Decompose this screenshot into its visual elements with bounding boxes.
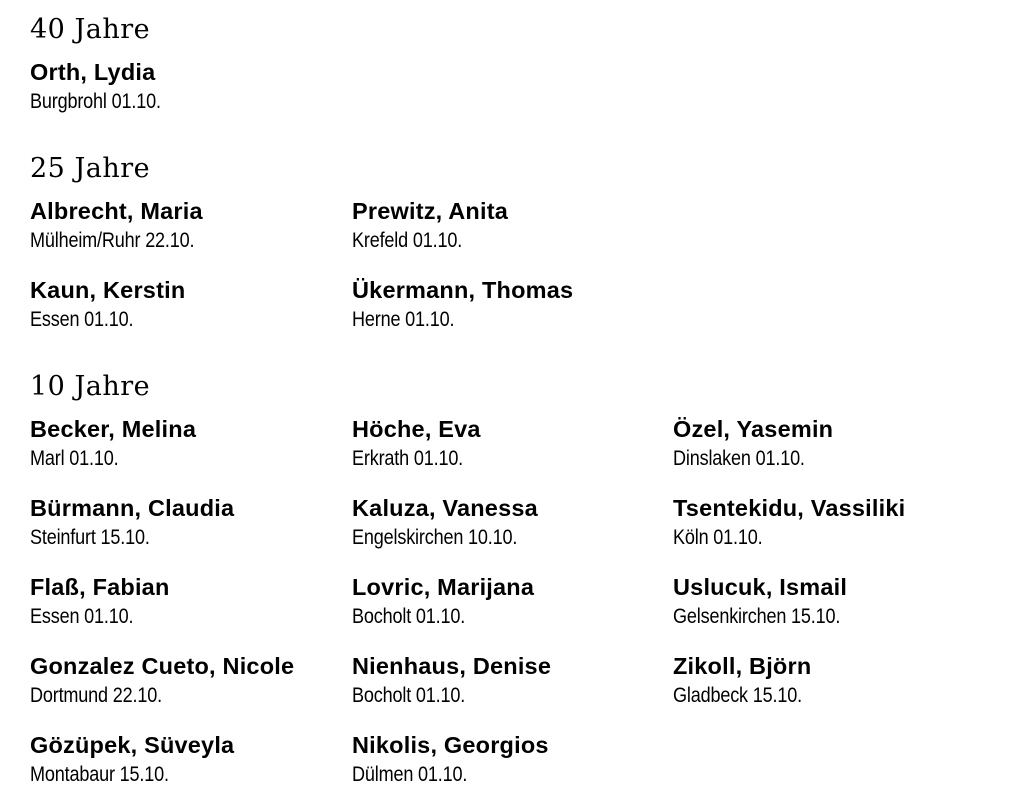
anniversary-entry — [352, 730, 549, 790]
anniversary-entry — [352, 493, 544, 553]
person-name: Orth, Lydia — [30, 59, 156, 85]
person-name: Ükermann, Thomas — [352, 277, 574, 303]
anniversary-entry — [352, 196, 508, 256]
person-name: Becker, Melina — [30, 416, 197, 442]
place-date: Gladbeck 15.10. — [673, 684, 802, 707]
section-heading-25-jahre: 25 Jahre — [30, 153, 151, 184]
section-heading-10-jahre: 10 Jahre — [30, 371, 151, 402]
anniversary-entry — [352, 275, 573, 335]
place-date: Dortmund 22.10. — [30, 684, 162, 707]
anniversary-entry — [673, 572, 867, 632]
person-name: Nienhaus, Denise — [352, 653, 552, 679]
place-date: Krefeld 01.10. — [352, 229, 463, 252]
person-name: Prewitz, Anita — [352, 198, 509, 224]
anniversary-entry — [352, 572, 534, 632]
anniversary-entry — [30, 414, 196, 474]
anniversary-entry — [673, 493, 905, 553]
person-name: Bürmann, Claudia — [30, 495, 235, 521]
place-date: Dülmen 01.10. — [352, 763, 468, 786]
anniversary-entry — [352, 651, 551, 711]
section-heading-40-jahre: 40 Jahre — [30, 14, 151, 45]
place-date: Erkrath 01.10. — [352, 447, 464, 470]
person-name: Uslucuk, Ismail — [673, 574, 848, 600]
anniversary-entry — [352, 414, 481, 474]
anniversary-entry — [30, 572, 170, 632]
place-date: Bocholt 01.10. — [352, 605, 466, 628]
person-name: Kaluza, Vanessa — [352, 495, 538, 521]
anniversary-entry — [673, 414, 833, 474]
person-name: Lovric, Marijana — [352, 574, 535, 600]
place-date: Köln 01.10. — [673, 526, 763, 549]
person-name: Nikolis, Georgios — [352, 732, 549, 758]
anniversary-entry — [30, 196, 221, 256]
place-date: Engelskirchen 10.10. — [352, 526, 518, 549]
anniversary-entry — [30, 493, 234, 553]
place-date: Dinslaken 01.10. — [673, 447, 805, 470]
place-date: Steinfurt 15.10. — [30, 526, 150, 549]
person-name: Höche, Eva — [352, 416, 481, 442]
place-date: Gelsenkirchen 15.10. — [673, 605, 841, 628]
anniversary-entry — [30, 651, 294, 711]
person-name: Zikoll, Björn — [673, 653, 812, 679]
place-date: Essen 01.10. — [30, 308, 134, 331]
place-date: Essen 01.10. — [30, 605, 134, 628]
place-date: Marl 01.10. — [30, 447, 119, 470]
person-name: Gözüpek, Süveyla — [30, 732, 235, 758]
person-name: Gonzalez Cueto, Nicole — [30, 653, 295, 679]
place-date: Herne 01.10. — [352, 308, 455, 331]
person-name: Özel, Yasemin — [673, 416, 834, 442]
person-name: Kaun, Kerstin — [30, 277, 186, 303]
place-date: Montabaur 15.10. — [30, 763, 169, 786]
anniversary-entry — [30, 275, 185, 335]
person-name: Albrecht, Maria — [30, 198, 203, 224]
anniversary-entry — [30, 57, 182, 117]
place-date: Bocholt 01.10. — [352, 684, 466, 707]
anniversary-entry — [30, 730, 234, 790]
person-name: Tsentekidu, Vassiliki — [673, 495, 906, 521]
place-date: Mülheim/Ruhr 22.10. — [30, 229, 195, 252]
place-date: Burgbrohl 01.10. — [30, 90, 161, 113]
anniversary-entry — [673, 651, 823, 711]
person-name: Flaß, Fabian — [30, 574, 170, 600]
